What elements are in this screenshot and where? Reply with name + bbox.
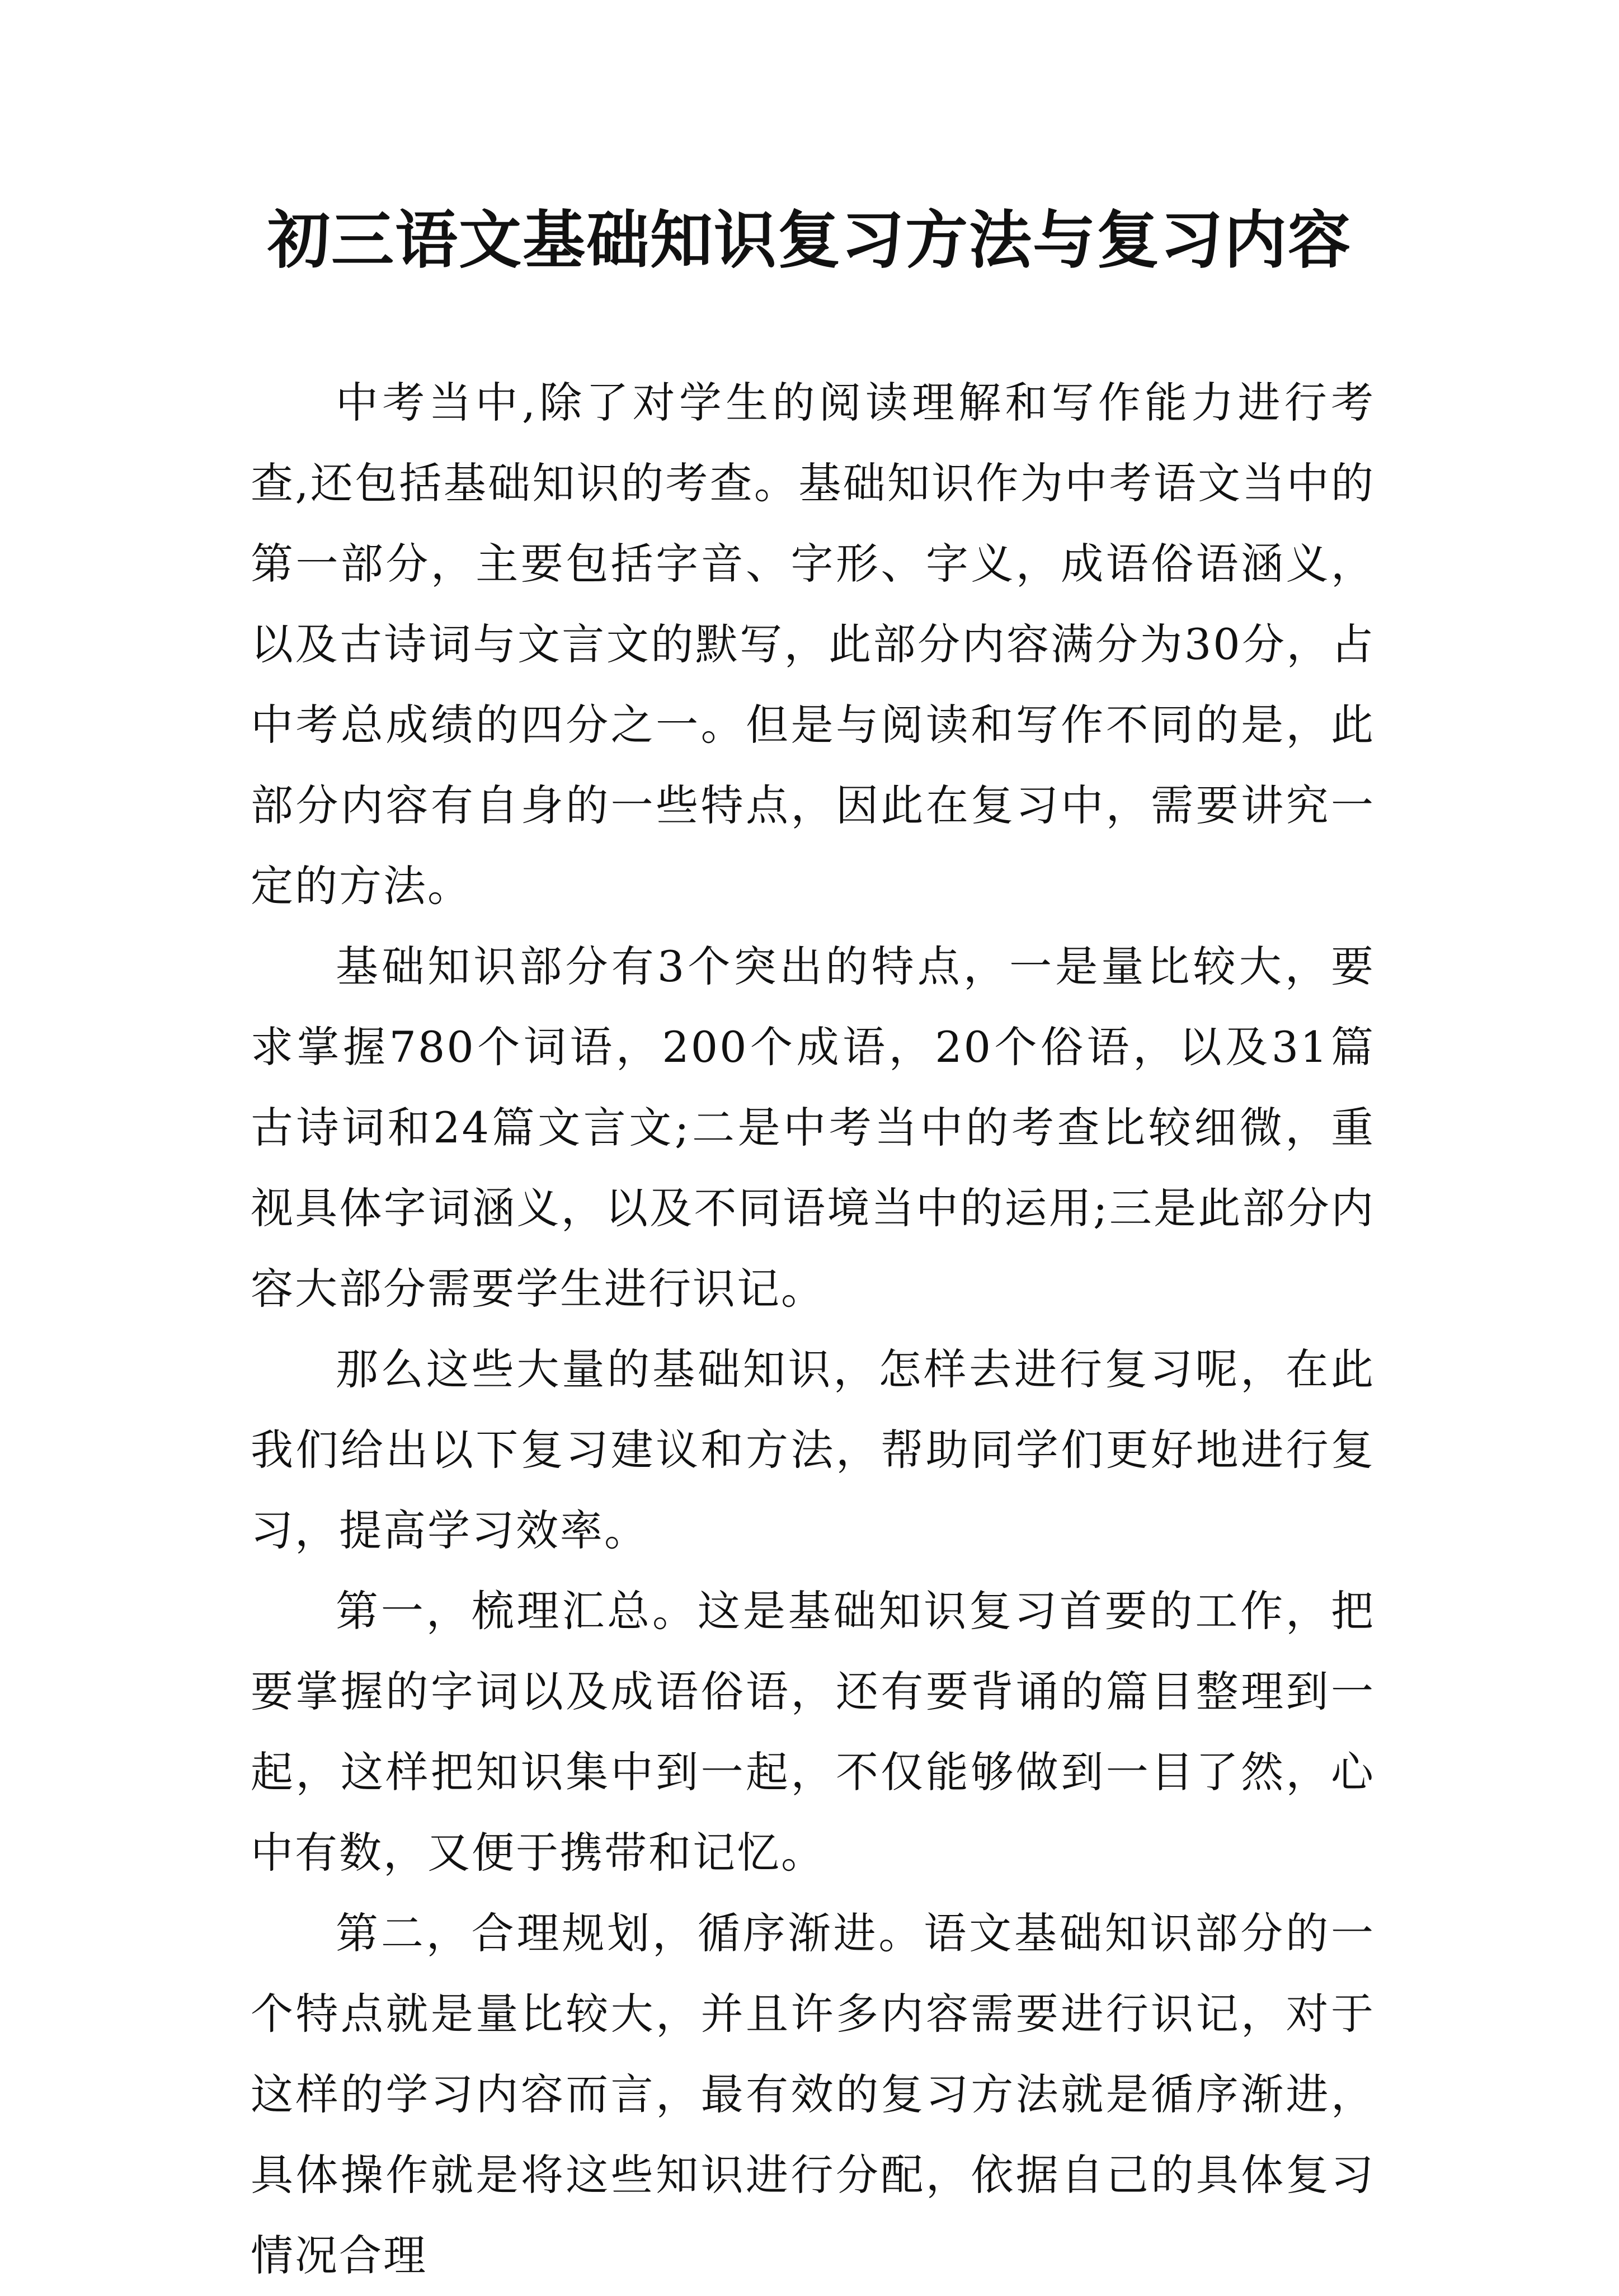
paragraph-method-two: 第二，合理规划，循序渐进。语文基础知识部分的一个特点就是量比较大，并且许多内容需要进行识记，对于这样的学习内容而言，最有效的复习方法就是循序渐进，具体操作就是将这些知识进行分配，依据自己的具体复习情况合理 — [251, 1908, 1375, 2280]
paragraph-intro: 中考当中,除了对学生的阅读理解和写作能力进行考查,还包括基础知识的考查。基础知识作为中考语文当中的第一部分，主要包括字音、字形、字义，成语俗语涵义，以及古诗词与文言文的默写，此部分内容满分为30分，占中考总成绩的四分之一。但是与阅读和写作不同的是，此部分内容有自身的一些特点，因此在复习中，需要讲究一定的方法。 — [251, 378, 1375, 911]
paragraph-methods-intro: 那么这些大量的基础知识，怎样去进行复习呢，在此我们给出以下复习建议和方法，帮助同学们更好地进行复习，提高学习效率。 — [251, 1344, 1375, 1555]
paragraph-method-one: 第一，梳理汇总。这是基础知识复习首要的工作，把要掌握的字词以及成语俗语，还有要背诵的篇目整理到一起，这样把知识集中到一起，不仅能够做到一目了然，心中有数，又便于携带和记忆。 — [251, 1586, 1375, 1878]
paragraph-features: 基础知识部分有3个突出的特点，一是量比较大，要求掌握780个词语，200个成语，20个俗语，以及31篇古诗词和24篇文言文;二是中考当中的考查比较细微，重视具体字词涵义，以及不同语境当中的运用;三是此部分内容大部分需要学生进行识记。 — [251, 942, 1375, 1314]
document-body — [251, 363, 1375, 2296]
document-title: 初三语文基础知识复习方法与复习内容 — [267, 204, 1352, 277]
